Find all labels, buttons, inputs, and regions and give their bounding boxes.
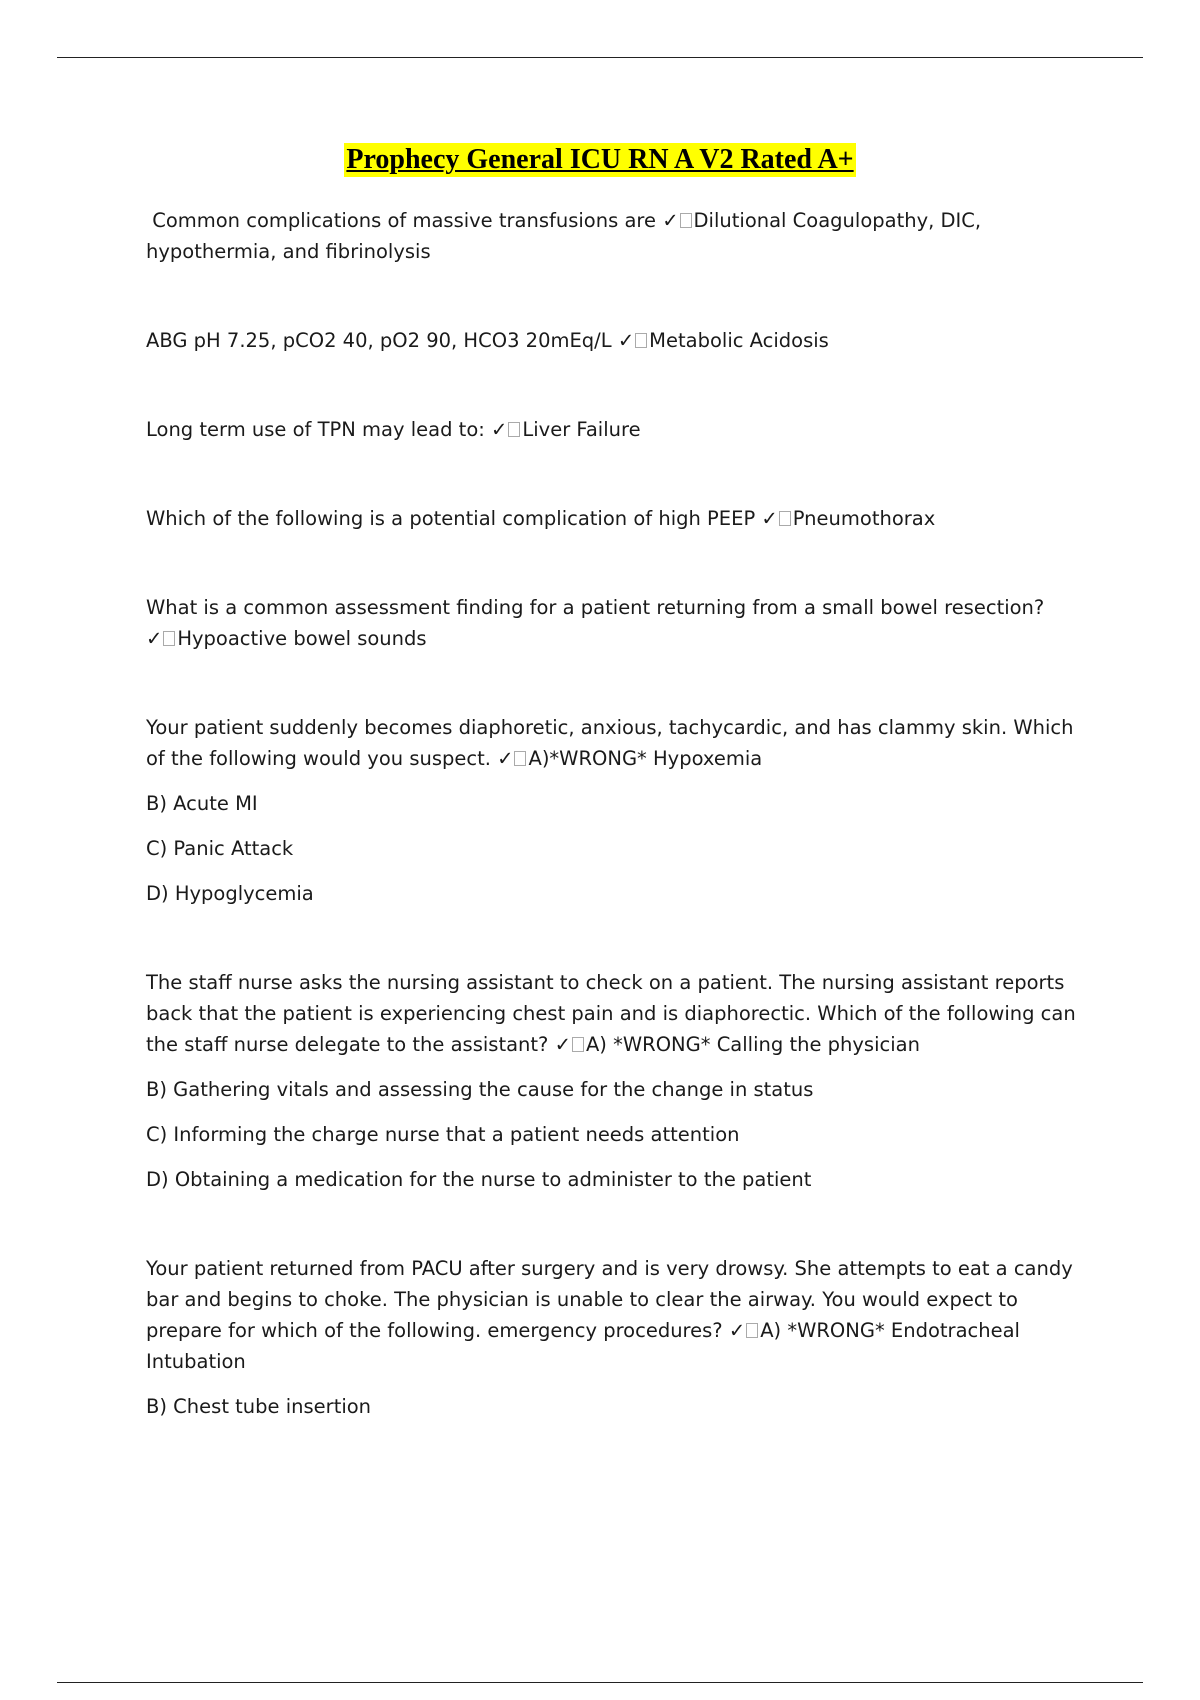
- check-icon: ✓: [617, 329, 635, 352]
- qa-item: [146, 205, 1086, 267]
- box-glyph-icon: [514, 751, 526, 766]
- answer-text: A) *WRONG* Endotracheal Intubation: [146, 1319, 1027, 1373]
- header-rule: [57, 57, 1143, 58]
- page-title: Prophecy General ICU RN A V2 Rated A+: [346, 144, 854, 175]
- question-text: The staff nurse asks the nursing assistant to check on a patient. The nursing assistant reports back that the patient is experiencing chest pain and is diaphorectic. Which of the following can the staff nurse delegate to the assistant?: [146, 971, 1082, 1056]
- option-item: B) Gathering vitals and assessing the cause for the change in status: [146, 1078, 814, 1101]
- qa-item: [146, 1253, 1086, 1377]
- qa-item: [146, 325, 1086, 356]
- option-item: D) Hypoglycemia: [146, 882, 314, 905]
- question-text: Which of the following is a potential complication of high PEEP: [146, 507, 756, 530]
- check-icon: ✓: [491, 418, 508, 441]
- question-text: Your patient suddenly becomes diaphoretic, anxious, tachycardic, and has clammy skin. Which of the following would you suspect.: [146, 716, 1080, 770]
- box-glyph-icon: [572, 1037, 584, 1052]
- qa-item: [146, 967, 1086, 1060]
- box-glyph-icon: [779, 511, 791, 526]
- option-item: C) Panic Attack: [146, 837, 294, 860]
- option-item: B) Chest tube insertion: [146, 1395, 372, 1418]
- check-icon: ✓: [554, 1033, 571, 1056]
- answer-text: A) *WRONG* Calling the physician: [585, 1033, 920, 1056]
- document-body: [146, 205, 1086, 1422]
- answer-text: Dilutional Coagulopathy, DIC, hypothermia, and fibrinolysis: [146, 209, 988, 263]
- question-text: Common complications of massive transfusions are: [146, 209, 656, 232]
- check-icon: ✓: [497, 747, 514, 770]
- question-text: Your patient returned from PACU after surgery and is very drowsy. She attempts to eat a candy bar and begins to choke. The physician is unable to clear the airway. You would expect to prepare for which of the following. emergency procedures?: [146, 1257, 1079, 1342]
- answer-text: Liver Failure: [522, 418, 641, 441]
- qa-item: [146, 503, 1086, 534]
- option-item: C) Informing the charge nurse that a patient needs attention: [146, 1123, 740, 1146]
- answer-text: Pneumothorax: [792, 507, 936, 530]
- answer-text: Hypoactive bowel sounds: [177, 627, 427, 650]
- answer-text: Metabolic Acidosis: [649, 329, 829, 352]
- question-text: Long term use of TPN may lead to:: [146, 418, 485, 441]
- box-glyph-icon: [508, 422, 520, 437]
- option-item: D) Obtaining a medication for the nurse to administer to the patient: [146, 1168, 812, 1191]
- question-text: ABG pH 7.25, pCO2 40, pO2 90, HCO3 20mEq/L: [146, 329, 612, 352]
- qa-item: [146, 414, 1086, 445]
- box-glyph-icon: [680, 213, 692, 228]
- option-item: B) Acute MI: [146, 792, 258, 815]
- box-glyph-icon: [635, 333, 647, 348]
- question-text: What is a common assessment finding for a patient returning from a small bowel resection?: [146, 596, 1045, 619]
- check-icon: ✓: [146, 627, 163, 650]
- check-icon: ✓: [728, 1319, 746, 1342]
- footer-rule: [57, 1682, 1143, 1683]
- qa-item: [146, 712, 1086, 774]
- box-glyph-icon: [746, 1323, 758, 1338]
- check-icon: ✓: [662, 209, 679, 232]
- box-glyph-icon: [163, 631, 175, 646]
- check-icon: ✓: [761, 507, 778, 530]
- title-container: [0, 143, 1200, 177]
- answer-text: A)*WRONG* Hypoxemia: [528, 747, 763, 770]
- qa-item: [146, 592, 1086, 654]
